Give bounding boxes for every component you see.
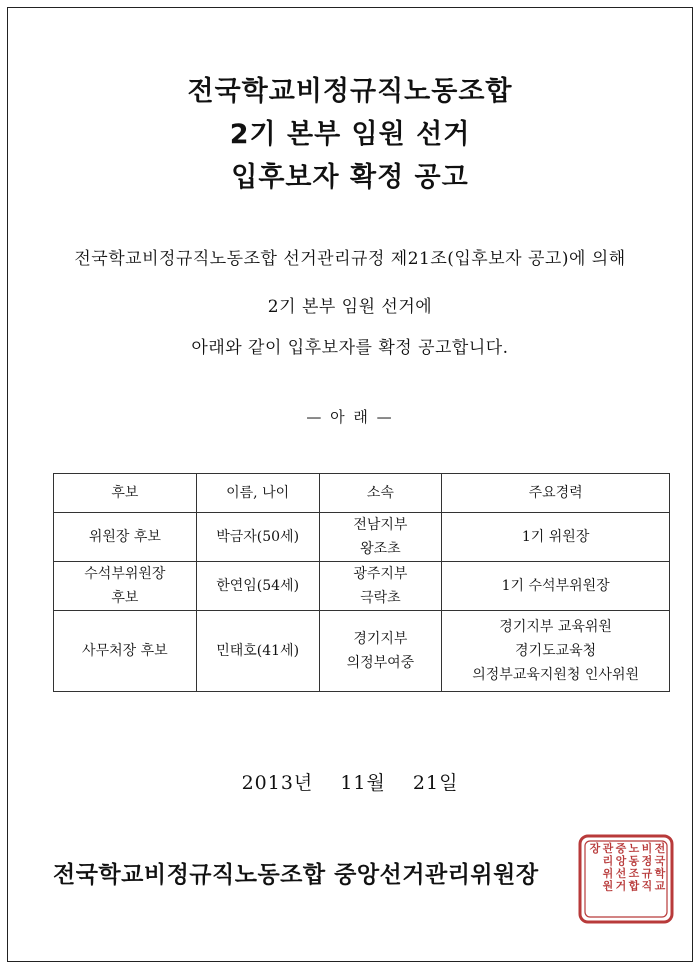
announcement-page (7, 7, 693, 962)
role-text: 사무처장 후보 (82, 643, 168, 659)
affiliation-school: 왕조초 (360, 541, 401, 557)
cell-career (442, 562, 670, 611)
cell-affiliation (319, 611, 442, 692)
header-career: 주요경력 (442, 474, 670, 513)
seal-character: 교 (654, 879, 666, 893)
cell-affiliation (319, 562, 442, 611)
announcement-title (8, 70, 692, 199)
seal-character: 합 (628, 879, 640, 893)
seal-character: 위 (602, 867, 614, 880)
seal-character: 원 (602, 879, 614, 893)
seal-character: 앙 (615, 854, 627, 868)
table-header-row (54, 474, 670, 513)
body-line-election: 2기 본부 임원 선거에 (267, 297, 433, 317)
issuer-name: 전국학교비정규직노동조합 중앙선거관리위원장 (53, 862, 539, 888)
title-line-union: 전국학교비정규직노동조합 (187, 76, 513, 107)
affiliation-branch: 전남지부 (353, 517, 408, 533)
career-text-2: 경기도교육청 (515, 643, 597, 659)
seal-character: 전 (654, 842, 666, 855)
cell-name (196, 513, 319, 562)
cell-career (442, 513, 670, 562)
name-text: 한연임(54세) (216, 578, 300, 594)
affiliation-school: 의정부여중 (346, 655, 415, 671)
seal-character: 장 (589, 842, 601, 855)
header-name-age: 이름, 나이 (196, 474, 319, 513)
date-day: 21일 (412, 772, 459, 794)
name-text: 민태호(41세) (216, 643, 300, 659)
header-affiliation: 소속 (319, 474, 442, 513)
date-year: 2013년 (241, 772, 314, 794)
name-text: 박금자(50세) (216, 529, 300, 545)
career-text: 1기 수석부위원장 (501, 578, 610, 594)
seal-lettering (590, 841, 666, 893)
section-divider-below: — 아 래 — (306, 408, 394, 426)
seal-character: 거 (615, 879, 627, 893)
career-text: 1기 위원장 (521, 529, 590, 545)
seal-character: 선 (615, 867, 627, 880)
body-line-confirmation: 아래와 같이 입후보자를 확정 공고합니다. (191, 338, 509, 358)
seal-character: 동 (628, 854, 640, 868)
career-text-3: 의정부교육지원청 인사위원 (472, 667, 639, 683)
cell-career (442, 611, 670, 692)
table-row (54, 611, 670, 692)
role-text: 수석부위원장 (84, 566, 166, 582)
seal-character: 정 (641, 854, 653, 868)
header-candidate: 후보 (54, 474, 197, 513)
cell-role (54, 611, 197, 692)
affiliation-school: 극락초 (360, 590, 401, 606)
seal-character: 학 (654, 867, 666, 880)
title-line-notice: 입후보자 확정 공고 (231, 162, 469, 193)
cell-role (54, 513, 197, 562)
affiliation-branch: 광주지부 (353, 566, 408, 582)
seal-character: 관 (602, 842, 614, 855)
seal-character: 노 (628, 842, 640, 855)
affiliation-branch: 경기지부 (353, 631, 408, 647)
table-row (54, 513, 670, 562)
candidate-table (53, 473, 670, 692)
career-text: 경기지부 교육위원 (499, 619, 612, 635)
cell-name (196, 611, 319, 692)
seal-character: 리 (602, 854, 614, 868)
seal-character: 규 (641, 867, 653, 880)
announcement-date (8, 768, 692, 795)
seal-character: 국 (654, 854, 666, 868)
cell-role (54, 562, 197, 611)
seal-character: 비 (641, 842, 653, 855)
seal-character: 조 (628, 867, 640, 880)
seal-character: 직 (641, 879, 653, 893)
table-row (54, 562, 670, 611)
role-text-cont: 후보 (111, 590, 139, 606)
official-seal-icon (578, 834, 674, 924)
role-text: 위원장 후보 (88, 529, 161, 545)
title-line-election: 2기 본부 임원 선거 (229, 119, 471, 150)
date-month: 11월 (340, 772, 386, 794)
body-line-regulation: 전국학교비정규직노동조합 선거관리규정 제21조(입후보자 공고)에 의해 (74, 249, 626, 269)
seal-character: 중 (615, 842, 627, 855)
cell-name (196, 562, 319, 611)
cell-affiliation (319, 513, 442, 562)
